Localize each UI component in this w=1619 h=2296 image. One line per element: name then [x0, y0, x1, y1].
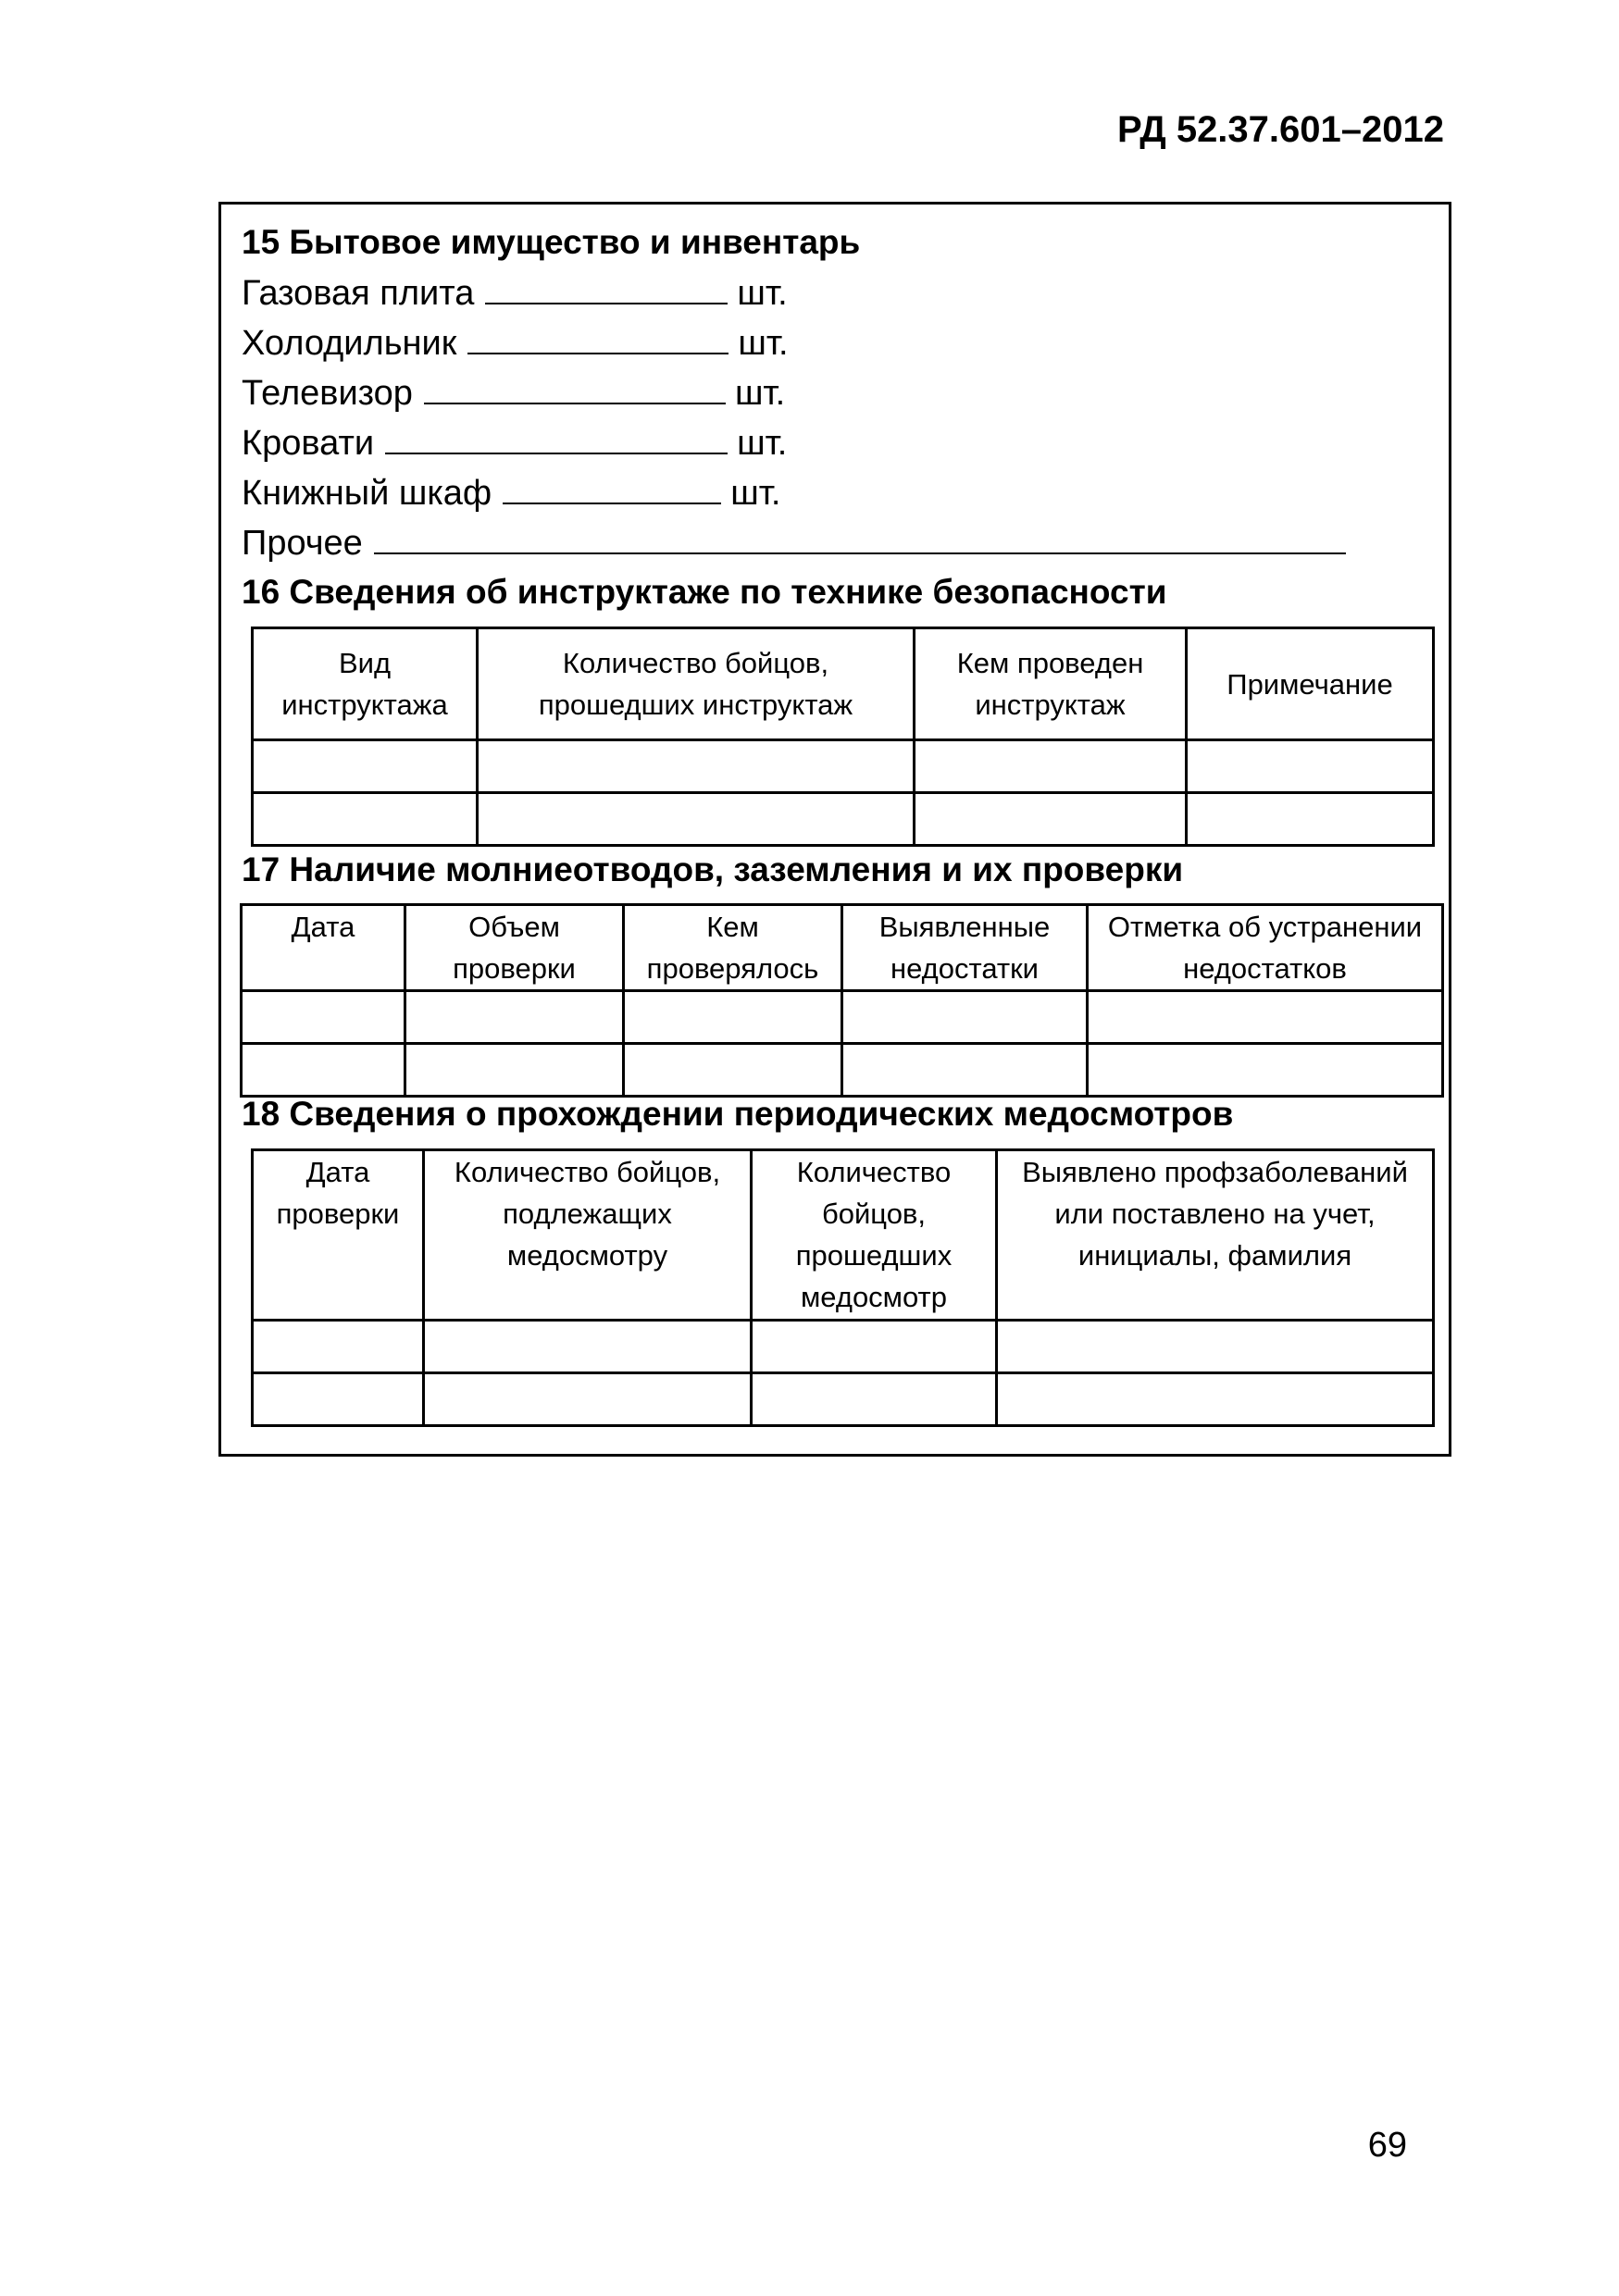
inventory-unit: шт. [737, 424, 788, 463]
lightning-protection-table [240, 903, 1444, 1098]
table-cell[interactable] [1187, 793, 1434, 846]
header-cell: Кем проведен инструктаж [915, 628, 1187, 740]
header-cell: Примечание [1187, 628, 1434, 740]
inventory-line-other [242, 521, 1355, 564]
table-cell[interactable] [424, 1373, 752, 1426]
header-cell: Выявлено профзаболеваний или поставлено на учет, инициалы, фамилия [997, 1150, 1434, 1321]
table-cell[interactable] [478, 793, 915, 846]
inventory-line-gas-stove [242, 271, 788, 314]
briefing-table [251, 627, 1435, 847]
header-cell: Отметка об устранении недостатков [1088, 905, 1443, 991]
header-cell: Дата [242, 905, 405, 991]
inventory-line-fridge [242, 321, 789, 364]
inventory-unit: шт. [737, 274, 788, 313]
inventory-unit: шт. [734, 374, 786, 413]
header-cell: Количество бойцов, прошедших инструктаж [478, 628, 915, 740]
inventory-blank[interactable] [467, 321, 729, 354]
document-code: РД 52.37.601–2012 [1117, 109, 1444, 150]
table-cell[interactable] [915, 740, 1187, 793]
inventory-line-tv [242, 371, 785, 414]
inventory-line-bookcase [242, 471, 780, 514]
header-cell: Выявленные недостатки [842, 905, 1088, 991]
header-cell: Вид инструктажа [253, 628, 478, 740]
inventory-unit: шт. [730, 474, 781, 513]
table-cell[interactable] [842, 1044, 1088, 1097]
table-cell[interactable] [752, 1373, 997, 1426]
inventory-blank[interactable] [424, 371, 726, 404]
table-cell[interactable] [253, 1373, 424, 1426]
table-cell[interactable] [478, 740, 915, 793]
table-cell[interactable] [405, 1044, 624, 1097]
table-cell[interactable] [405, 991, 624, 1044]
table-cell[interactable] [624, 1044, 842, 1097]
header-cell: Количество бойцов, прошедших медосмотр [752, 1150, 997, 1321]
table-cell[interactable] [997, 1373, 1434, 1426]
table-cell[interactable] [242, 1044, 405, 1097]
inventory-blank[interactable] [503, 471, 721, 504]
section-17-title: 17 Наличие молниеотводов, заземления и их проверки [242, 850, 1184, 888]
header-cell: Кем проверялось [624, 905, 842, 991]
table-cell[interactable] [624, 991, 842, 1044]
inventory-blank[interactable] [374, 521, 1346, 554]
medical-checkup-table [251, 1148, 1435, 1427]
inventory-label: Кровати [242, 424, 375, 463]
inventory-label: Холодильник [242, 324, 457, 363]
inventory-unit: шт. [738, 324, 789, 363]
inventory-blank[interactable] [385, 421, 728, 454]
section-18-title: 18 Сведения о прохождении периодических медосмотров [242, 1095, 1234, 1133]
table-cell[interactable] [253, 793, 478, 846]
table-cell[interactable] [1088, 1044, 1443, 1097]
section-15-title: 15 Бытовое имущество и инвентарь [242, 223, 861, 261]
form-frame [218, 202, 1451, 1457]
page-number: 69 [1367, 2126, 1407, 2165]
table-cell[interactable] [752, 1321, 997, 1373]
table-cell[interactable] [242, 991, 405, 1044]
header-cell: Количество бойцов, подлежащих медосмотру [424, 1150, 752, 1321]
header-cell: Объем проверки [405, 905, 624, 991]
table-cell[interactable] [1088, 991, 1443, 1044]
inventory-label: Газовая плита [242, 274, 475, 313]
inventory-label: Книжный шкаф [242, 474, 492, 513]
table-cell[interactable] [842, 991, 1088, 1044]
table-cell[interactable] [997, 1321, 1434, 1373]
table-cell[interactable] [424, 1321, 752, 1373]
table-cell[interactable] [1187, 740, 1434, 793]
inventory-label: Прочее [242, 524, 363, 563]
inventory-line-beds [242, 421, 787, 464]
table-cell[interactable] [253, 740, 478, 793]
header-cell: Дата проверки [253, 1150, 424, 1321]
table-cell[interactable] [915, 793, 1187, 846]
section-16-title: 16 Сведения об инструктаже по технике безопасности [242, 573, 1167, 611]
table-cell[interactable] [253, 1321, 424, 1373]
inventory-blank[interactable] [485, 271, 728, 304]
inventory-label: Телевизор [242, 374, 413, 413]
